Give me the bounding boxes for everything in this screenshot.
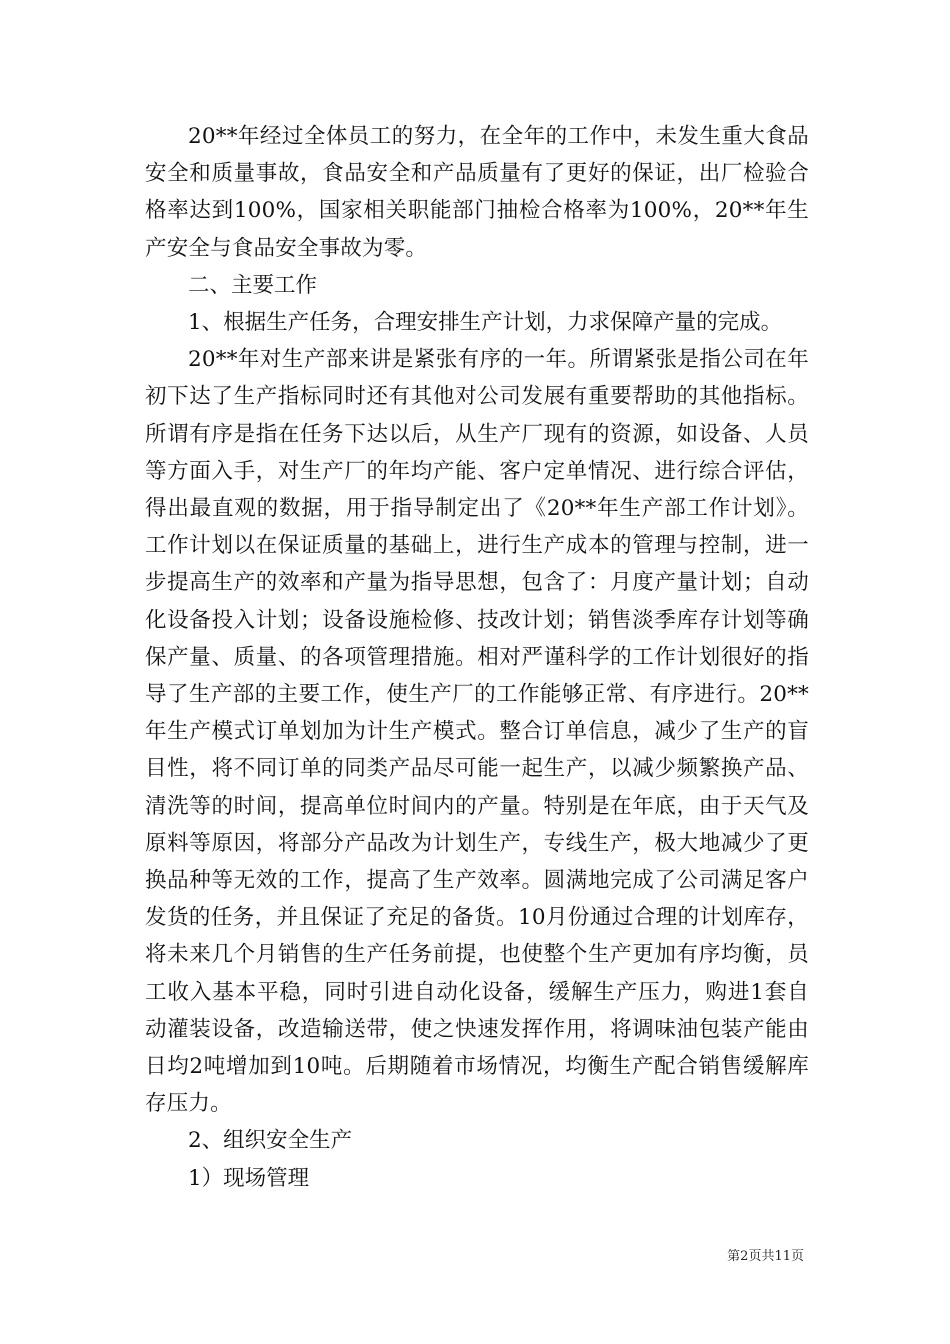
document-body (145, 118, 809, 1197)
section-heading-main-work: 二、主要工作 (188, 272, 318, 298)
page-number-footer: 第2页共11页 (727, 1249, 804, 1264)
subheading-site-management: 1）现场管理 (188, 1165, 310, 1191)
subheading-safe-production: 2、组织安全生产 (188, 1128, 353, 1154)
paragraph-safety-summary: 20**年经过全体员工的努力，在全年的工作中，未发生重大食品安全和质量事故，食品安全和产品质量有了更好的保证，出厂检验合格率达到100%，国家相关职能部门抽检合格率为100%，20**年生产安全与食品安全事故为零。 (145, 124, 809, 261)
paragraph-production-details: 20**年对生产部来讲是紧张有序的一年。所谓紧张是指公司在年初下达了生产指标同时还有其他对公司发展有重要帮助的其他指标。所谓有序是指在任务下达以后，从生产厂现有的资源，如设备、人员等方面入手，对生产厂的年均产能、客户定单情况、进行综合评估，得出最直观的数据，用于指导制定出了《20**年生产部工作计划》。工作计划以在保证质量的基础上，进行生产成本的管理与控制，进一步提高生产的效率和产量为指导思想，包含了：月度产量计划；自动化设备投入计划；设备设施检修、技改计划；销售淡季库存计划等确保产量、质量、的各项管理措施。相对严谨科学的工作计划很好的指导了生产部的主要工作，使生产厂的工作能够正常、有序进行。20**年生产模式订单划加为计生产模式。整合订单信息，减少了生产的盲目性，将不同订单的同类产品尽可能一起生产，以减少频繁换产品、清洗等的时间，提高单位时间内的产量。特别是在年底，由于天气及原料等原因，将部分产品改为计划生产，专线生产，极大地减少了更换品种等无效的工作，提高了生产效率。圆满地完成了公司满足客户发货的任务，并且保证了充足的备货。10月份通过合理的计划库存，将未来几个月销售的生产任务前提，也使整个生产更加有序均衡，员工收入基本平稳，同时引进自动化设备，缓解生产压力，购进1套自动灌装设备，改造输送带，使之快速发挥作用，将调味油包装产能由日均2吨增加到10吨。后期随着市场情况，均衡生产配合销售缓解库存压力。 (145, 347, 809, 1117)
subheading-production-plan: 1、根据生产任务，合理安排生产计划，力求保障产量的完成。 (188, 310, 783, 336)
